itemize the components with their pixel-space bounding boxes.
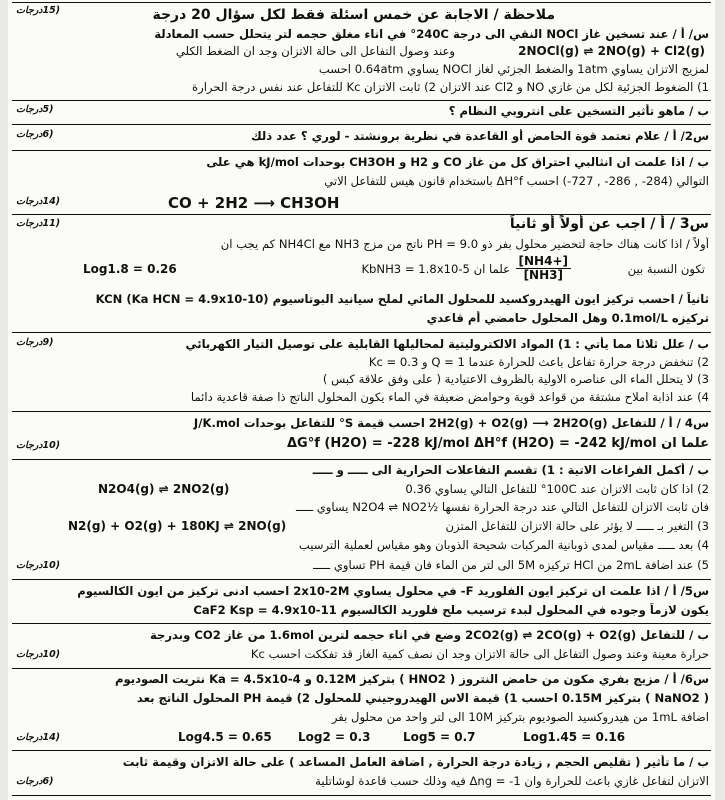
q3-b-line1: 2) تنخفض درجة حرارة تفاعل باعث للحرارة عندما Q = 1 و Kc = 0.3	[368, 355, 709, 369]
q4-b-line4: 4) بعد ـــــ مقياس لمدى ذوبانية المركبات شحيحة الذوبان وهو مقياس لعملية الترسيب	[298, 538, 709, 552]
marks-q1b: (5درجات	[16, 104, 54, 115]
q6-b-line2: الاتزان لتفاعل غازي باعث للحرارة وان Δng = -1 فيه وذلك حسب قاعدة لوشاتلية	[315, 774, 709, 788]
divider	[12, 668, 711, 669]
q1-b: ب / ماهو تأثير التسخين على انتروبي النظام ؟	[448, 104, 709, 118]
marks-q4b: (10درجات	[16, 560, 61, 571]
q4-eq3: N2(g) + O2(g) + 180KJ ⇌ 2NO(g)	[68, 519, 287, 533]
divider	[12, 332, 711, 333]
q4-b-line3: 3) التغير بـ ـــــ لا يؤثر على حالة الاتزان للتفاعل المتزن	[445, 519, 709, 533]
q3-first-line1: أولاً / اذا كانت هناك حاجة لتحضير محلول بفر ذو PH = 9.0 ناتج من مزج NH3 مع NH4Cl كم يجب ان	[220, 237, 709, 251]
q6-a-line2: ( NaNO2 ) بتركيز 0.15M احسب 1) قيمة الاس الهيدروجيني للمحلول 2) قيمة PH المحلول الناتج بعد	[136, 691, 709, 705]
q3-kb: علما ان KbNH3 = 1.8x10-5	[361, 262, 510, 276]
marks-q6b: (6درجات	[16, 776, 54, 787]
marks-q4a: (10درجات	[16, 440, 61, 451]
divider	[12, 150, 711, 151]
bottom-divider	[12, 795, 711, 796]
q4-b-line1b: فان ثابت الاتزان للتفاعل التالي عند درجة الحرارة نفسها ½N2O4 ⇌ NO2 يساوي ـــــ	[296, 500, 709, 514]
marks-q6a: (14درجات	[16, 732, 61, 743]
exam-page	[8, 0, 715, 800]
q2-a: س2/ أ / علام تعتمد قوة الحامض أو القاعدة في نظرية برونشتد - لوري ؟ عدد ذلك	[251, 129, 709, 143]
q6-log-5: Log5 = 0.7	[403, 730, 476, 744]
q6-a-line3: اضافة 1mL من هيدروكسيد الصوديوم بتركيز 10M الى لتر واحد من محلول بفر	[331, 710, 709, 724]
fraction-denominator: [NH3]	[523, 268, 563, 282]
q1-a-line1: س/ أ / عند تسخين غاز NOCl النقي الى درجة 240C° في اناء مغلق حجمه لتر يتحلل حسب المعادلة	[154, 27, 709, 41]
q2-b-line2: التوالي (284- , 286- , 727-) احسب ΔH°f باستخدام قانون هيس للتفاعل الاتي	[324, 174, 709, 188]
q3-b-line3: 4) عند اذابة املاح مشتقة من قواعد قوية وحوامض ضعيفة في الماء يكون المحلول الناتج ذا صفة قاعدية دائما	[190, 390, 709, 404]
divider	[12, 459, 711, 460]
q1-equation: 2NOCl(g) ⇌ 2NO(g) + Cl2(g)	[518, 44, 705, 58]
q4-b-line0: ب / أكمل الفراغات الاتية : 1) تقسم التفاعلات الحرارية الى ـــــ و ـــــ	[312, 463, 709, 477]
marks-q2a: (6درجات	[16, 129, 54, 140]
q1-a-line2: وعند وصول التفاعل الى حالة الاتزان وجد ان الضغط الكلي	[175, 44, 455, 58]
q6-a-line1: س6/ أ / مزيج بفري مكون من حامض النتروز ( HNO2 ) بتركيز 0.12M و Ka = 4.5x10-4 نتريت الصوديوم	[114, 672, 709, 686]
fraction-numerator: [NH4+]	[516, 255, 571, 269]
divider	[12, 579, 711, 580]
q5-b-line1: ب / للتفاعل 2CO2(g) ⇌ 2CO(g) + O2(g) وضع في اناء حجمه لترين 1.6mol من غاز CO2 وبدرجة	[149, 628, 709, 642]
q3-log18: Log1.8 = 0.26	[83, 262, 177, 276]
q3-ratio-text: تكون النسبة بين	[627, 262, 705, 276]
q4-data: علماً ان ΔG°f (H2O) = -228 kJ/mol ΔH°f (H2O) = -242 kJ/mol	[286, 436, 709, 451]
exam-note: ملاحظة / الاجابة عن خمس اسئلة فقط لكل سؤال 20 درجة	[152, 7, 555, 23]
divider	[12, 750, 711, 751]
q3-ratio-fraction	[516, 255, 571, 282]
divider	[12, 623, 711, 624]
top-divider	[12, 2, 711, 3]
q4-b-line5: 5) عند اضافة 2mL من HCl تركيزه 5M الى لتر من الماء فان قيمة PH تساوي ـــــ	[313, 558, 709, 572]
q4-b-line1: 2) اذا كان ثابت الاتزان عند 100C° للتفاعل التالي يساوي 0.36	[405, 482, 709, 496]
q5-b-line2: حرارة معينة وعند وصول التفاعل الى حالة الاتزان وجد ان نصف كمية الغاز قد تفككت احسب Kc	[250, 647, 709, 661]
q5-a-line1: س5/ أ / اذا علمت ان تركيز ايون الفلوريد F- في محلول يساوي 2x10-2M احسب ادنى تركيز من ايون الكالسيوم	[77, 584, 709, 598]
q3-second-line2: تركيزه 0.1mol/L وهل المحلول حامضي أم قاعدي	[426, 311, 709, 325]
marks-q5b: (10درجات	[16, 649, 61, 660]
q4-eq1: N2O4(g) ⇌ 2NO2(g)	[98, 482, 230, 496]
q6-log-1-45: Log1.45 = 0.16	[523, 730, 626, 744]
marks-q3a: (11درجات	[16, 218, 61, 229]
q6-log-4-5: Log4.5 = 0.65	[178, 730, 272, 744]
q1-a-line3: لمزيج الاتزان يساوي 1atm والضغط الجزئي لغاز NOCl يساوي 0.64atm احسب	[318, 62, 709, 76]
divider	[12, 411, 711, 412]
q3-second-line1: ثانياً / احسب تركيز ايون الهيدروكسيد للمحلول المائي لملح سيانيد البوتاسيوم KCN (Ka HCN = 4.9x10-10)	[95, 292, 709, 306]
marks-q3b: (9درجات	[16, 337, 54, 348]
q3-heading: س3 / أ / اجب عن أولاً أو ثانياً	[509, 216, 709, 232]
q2-equation: CO + 2H2 ⟶ CH3OH	[168, 194, 340, 212]
q3-b-line0: ب / علل ثلاثا مما يأتي : 1) المواد الالكتروليتية لمحاليلها القابلية على توصيل التيار الكهربائي	[185, 337, 709, 351]
q2-b-line1: ب / اذا علمت ان انثالبي احتراق كل من غاز CO و H2 و CH3OH بوحدات kJ/mol هي على	[206, 155, 709, 169]
marks-q1a: (15درجات	[16, 5, 61, 16]
q6-b-line1: ب / ما تأثير ( تقليص الحجم , زيادة درجة الحرارة , اضافة العامل المساعد ) على حالة الاتزان وقيمة ثابت	[122, 755, 709, 769]
q5-a-line2: يكون لازماً وجوده في المحلول لبدء ترسيب ملح فلوريد الكالسيوم CaF2 Ksp = 4.9x10-11	[193, 603, 709, 617]
q3-b-line2: 3) لا يتحلل الماء الى عناصره الاولية بالظروف الاعتيادية ( على وفق علاقة كبس )	[322, 372, 709, 386]
marks-q2b: (14درجات	[16, 196, 61, 207]
divider	[12, 100, 711, 101]
q4-heading: س4 / أ / للتفاعل 2H2(g) + O2(g) ⟶ 2H2O(g) احسب قيمة S° للتفاعل بوحدات J/K.mol	[193, 416, 709, 430]
q6-log-2: Log2 = 0.3	[298, 730, 371, 744]
divider	[12, 124, 711, 125]
q1-a-line4: 1) الضغوط الجزئية لكل من غازي NO و Cl2 عند الاتزان 2) ثابت الاتزان Kc للتفاعل عند نفس درجة الحرارة	[192, 80, 709, 94]
